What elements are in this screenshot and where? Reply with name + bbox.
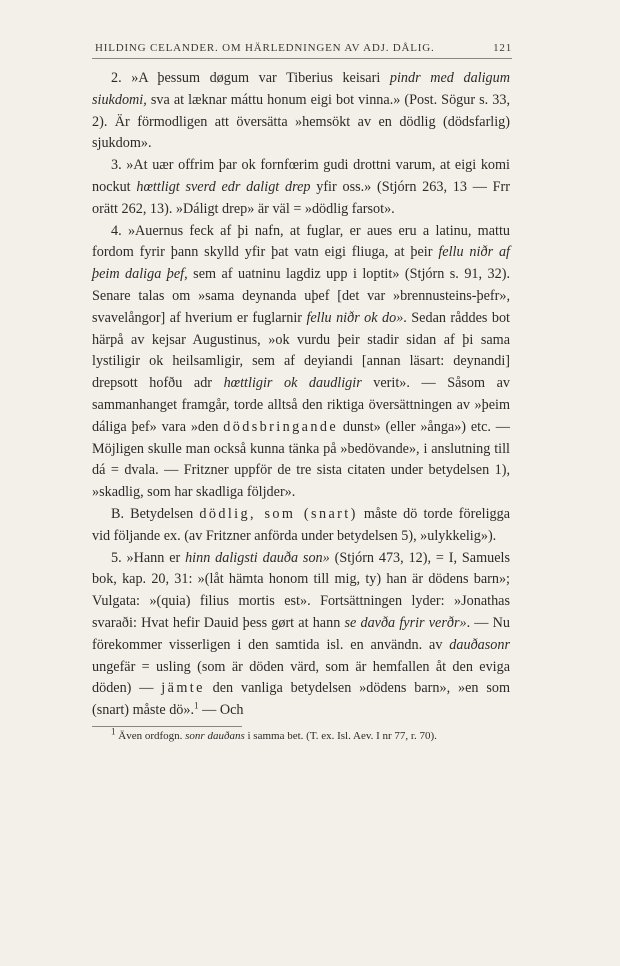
paragraph-3: 3. »At uær offrim þar ok fornfœrim gudi drottni varum, at eigi komi nockut hœttligt sverd edr daligt drep yfir oss.» (Stjórn 263, 13 — Frr orätt 262, 13). »Dáligt drep» är väl = »dödlig farsot». [92, 157, 510, 217]
paragraph-4: 4. »Auernus feck af þi nafn, at fuglar, er aues eru a latinu, mattu fordom fyrir þann skylld yfir þat vatn eigi fliuga, at þeir fellu niðr af þeim daliga þef, sem af uatninu lagdiz upp i loptit» (Stjórn s. 91, 32). Senare talas om »sama deynanda uþef [det var »brennusteins-þefr», svavelångor] af hverium er fuglarnir fellu niðr ok do». Sedan råddes bot härpå av kejsar Augustinus, »ok vurdu þeir stadir sidan af þi sama lystiligir ok heilsamligir, sem af deyiandi [annan läsart: deynandi] drepsott hofðu adr hœttligir ok daudligir verit». — Såsom av sammanhanget framgår, torde alltså den riktiga översättningen av »þeim dáliga þef» vara »den dödsbringande dunst» (eller »ånga») etc. — Möjligen skulle man också kunna tänka på »bedövande», i anslutning till dá = dvala. — Fritzner uppför de tre sista citaten under betydelsen 1), »skadlig, som har skadliga följder». [92, 222, 511, 501]
body-text [92, 68, 510, 744]
running-header [95, 42, 512, 54]
paragraph-b: B. Betydelsen dödlig, som (snart) måste dö torde föreligga vid följande ex. (av Fritzner anförda under betydelsen 5), »ulykkelig»). [92, 505, 510, 544]
footnote-ref: 1 [194, 700, 199, 711]
header-rule [92, 58, 512, 59]
paragraph-2: 2. »A þessum døgum var Tiberius keisari pindr med daligum siukdomi, sva at læknar máttu honum eigi bot vinna.» (Post. Sögur s. 33, 2). Är förmodligen att översätta »hemsökt av en dödlig (dödsfarlig) sjukdom». [92, 70, 510, 152]
page-number: 121 [493, 42, 512, 54]
footnote: $^1$ Även ordfogn. sonr dauðans i samma bet. (T. ex. Isl. Aev. I nr 77, r. 70). [111, 726, 437, 742]
running-title: HILDING CELANDER. OM HÄRLEDNINGEN AV ADJ. DÅLIG. [95, 42, 435, 54]
paragraph-5: 5. »Hann er hinn daligsti dauða son» (Stjórn 473, 12), = I, Samuels bok, kap. 20, 31: »(låt hämta honom till mig, ty) han är dödens barn»; Vulgata: »(quia) filius mortis est». Fortsättningen lyder: »Jonathas svaraði: Hvat hefir Dauid þess gørt at hann se davða fyrir verðr». — Nu förekommer visserligen i den samtida isl. en användn. av dauðasonr ungefär = usling (som är döden värd, som är hemfallen åt den eviga döden) — jämte den vanliga betydelsen »dödens barn», »en som (snart) måste dö».$^1$ — Och [92, 549, 510, 719]
